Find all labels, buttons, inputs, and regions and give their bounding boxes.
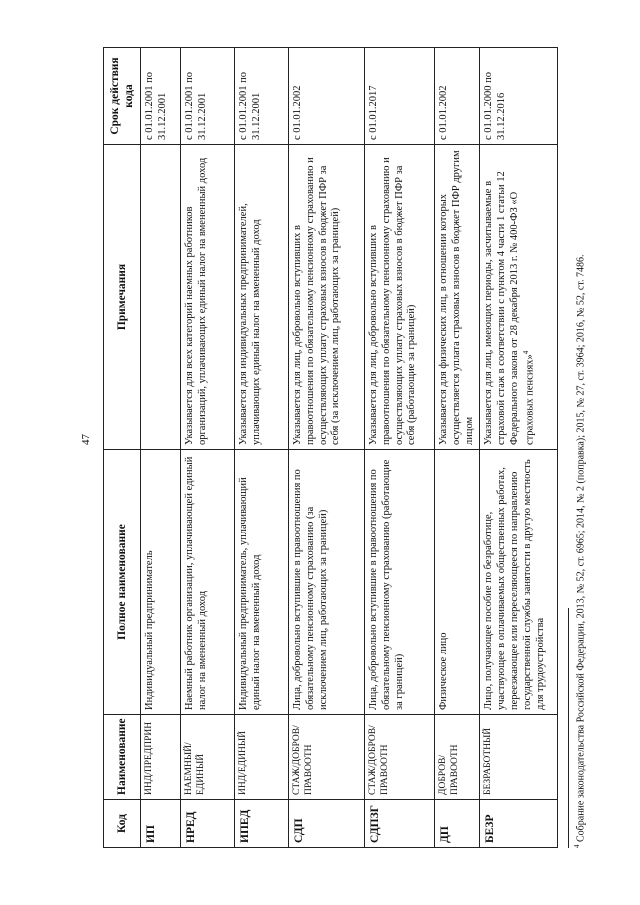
table-header-row <box>104 48 141 848</box>
row-period: с 01.01.2002 <box>289 48 365 145</box>
table-row <box>141 48 181 848</box>
row-period: с 01.01.2001 по 31.12.2001 <box>141 48 181 145</box>
header-period: Срок действия кода <box>104 48 141 145</box>
row-full-name: Наемный работник организации, уплачивающей единый налог на вмененный доход <box>181 450 235 715</box>
code-table <box>103 47 558 848</box>
row-notes: Указывается для индивидуальных предпринимателей, уплачивающих единый налог на вмененный доход <box>235 145 289 450</box>
row-notes: Указывается для лиц, добровольно вступивших в правоотношения по обязательному пенсионному страхованию и осуществляющих уплату страховых взносов в бюджет ПФР за себя (работающие за границей) <box>365 145 435 450</box>
table-row <box>480 48 558 848</box>
row-name: ИНД/ЕДИНЫЙ <box>235 715 289 800</box>
header-name: Наименование <box>104 715 141 800</box>
row-full-name: Физическое лицо <box>435 450 480 715</box>
row-period: с 01.01.2017 <box>365 48 435 145</box>
row-notes <box>480 145 558 450</box>
row-code: НРЕД <box>181 800 235 848</box>
row-notes <box>141 145 181 450</box>
row-name: ИНД/ПРЕДПРИН <box>141 715 181 800</box>
row-notes: Указывается для всех категорий наемных работников организаций, уплачивающих единый налог на вмененный доход <box>181 145 235 450</box>
header-full-name: Полное наименование <box>104 450 141 715</box>
row-code: ДП <box>435 800 480 848</box>
row-notes-text: Указывается для лиц, имеющих периоды, засчитываемые в страховой стаж в соответствии с пунктом 4 части 1 статьи 12 Федерального закона от 28 декабря 2013 г. № 400-ФЗ «О страховых пенсиях» <box>483 171 536 445</box>
header-code: Код <box>104 800 141 848</box>
row-name: ДОБРОВ/ПРАВООТН <box>435 715 480 800</box>
row-notes: Указывается для физических лиц, в отношении которых осуществляется уплата страховых взносов в бюджет ПФР другим лицом <box>435 145 480 450</box>
table-row <box>365 48 435 848</box>
rotated-page-content <box>103 48 603 848</box>
row-name: НАЕМНЫЙ/ЕДИНЫЙ <box>181 715 235 800</box>
row-code: ИПЕД <box>235 800 289 848</box>
footnote-divider <box>568 608 569 848</box>
row-full-name: Индивидуальный предприниматель <box>141 450 181 715</box>
table-row <box>235 48 289 848</box>
row-code: СДП <box>289 800 365 848</box>
footnote-marker: 4 <box>573 844 582 848</box>
page-number: 47 <box>80 434 92 445</box>
row-name: СТАЖ/ДОБРОВ/ПРАВООТН <box>365 715 435 800</box>
header-notes: Примечания <box>104 145 141 450</box>
row-code: ИП <box>141 800 181 848</box>
row-period: с 01.01.2001 по 31.12.2001 <box>181 48 235 145</box>
row-full-name: Лица, добровольно вступившие в правоотношения по обязательному пенсионному страхованию (работающие за границей) <box>365 450 435 715</box>
row-full-name: Индивидуальный предприниматель, уплачивающий единый налог на вмененный доход <box>235 450 289 715</box>
footnote-text: Собрание законодательства Российской Федерации, 2013, № 52, ст. 6965; 2014, № 2 (поправка); 2015, № 27, ст. 3964; 2016, № 52, ст. 7486. <box>575 254 587 842</box>
row-period: с 01.01.2002 <box>435 48 480 145</box>
footnote-ref: 4 <box>521 350 530 355</box>
row-period: с 01.01.2000 по 31.12.2016 <box>480 48 558 145</box>
row-full-name: Лица, добровольно вступившие в правоотношения по обязательному пенсионному страхованию (за исключением лиц, работающих за границей) <box>289 450 365 715</box>
row-name: СТАЖ/ДОБРОВ/ПРАВООТН <box>289 715 365 800</box>
row-notes: Указывается для лиц, добровольно вступивших в правоотношения по обязательному пенсионному страхованию и осуществляющих уплату страховых взносов в бюджет ПФР за себя (за исключением лиц, работающих за границей) <box>289 145 365 450</box>
table-row <box>289 48 365 848</box>
row-full-name: Лицо, получающее пособие по безработице, участвующее в оплачиваемых общественных работах, переезжающее или переселяющееся по направлению государственной службы занятости в другую местность для трудоустройства <box>480 450 558 715</box>
row-code: СДПЗГ <box>365 800 435 848</box>
footnote <box>573 48 586 848</box>
row-period: с 01.01.2001 по 31.12.2001 <box>235 48 289 145</box>
row-code: БЕЗР <box>480 800 558 848</box>
table-row <box>435 48 480 848</box>
row-name: БЕЗРАБОТНЫЙ <box>480 715 558 800</box>
table-row <box>181 48 235 848</box>
